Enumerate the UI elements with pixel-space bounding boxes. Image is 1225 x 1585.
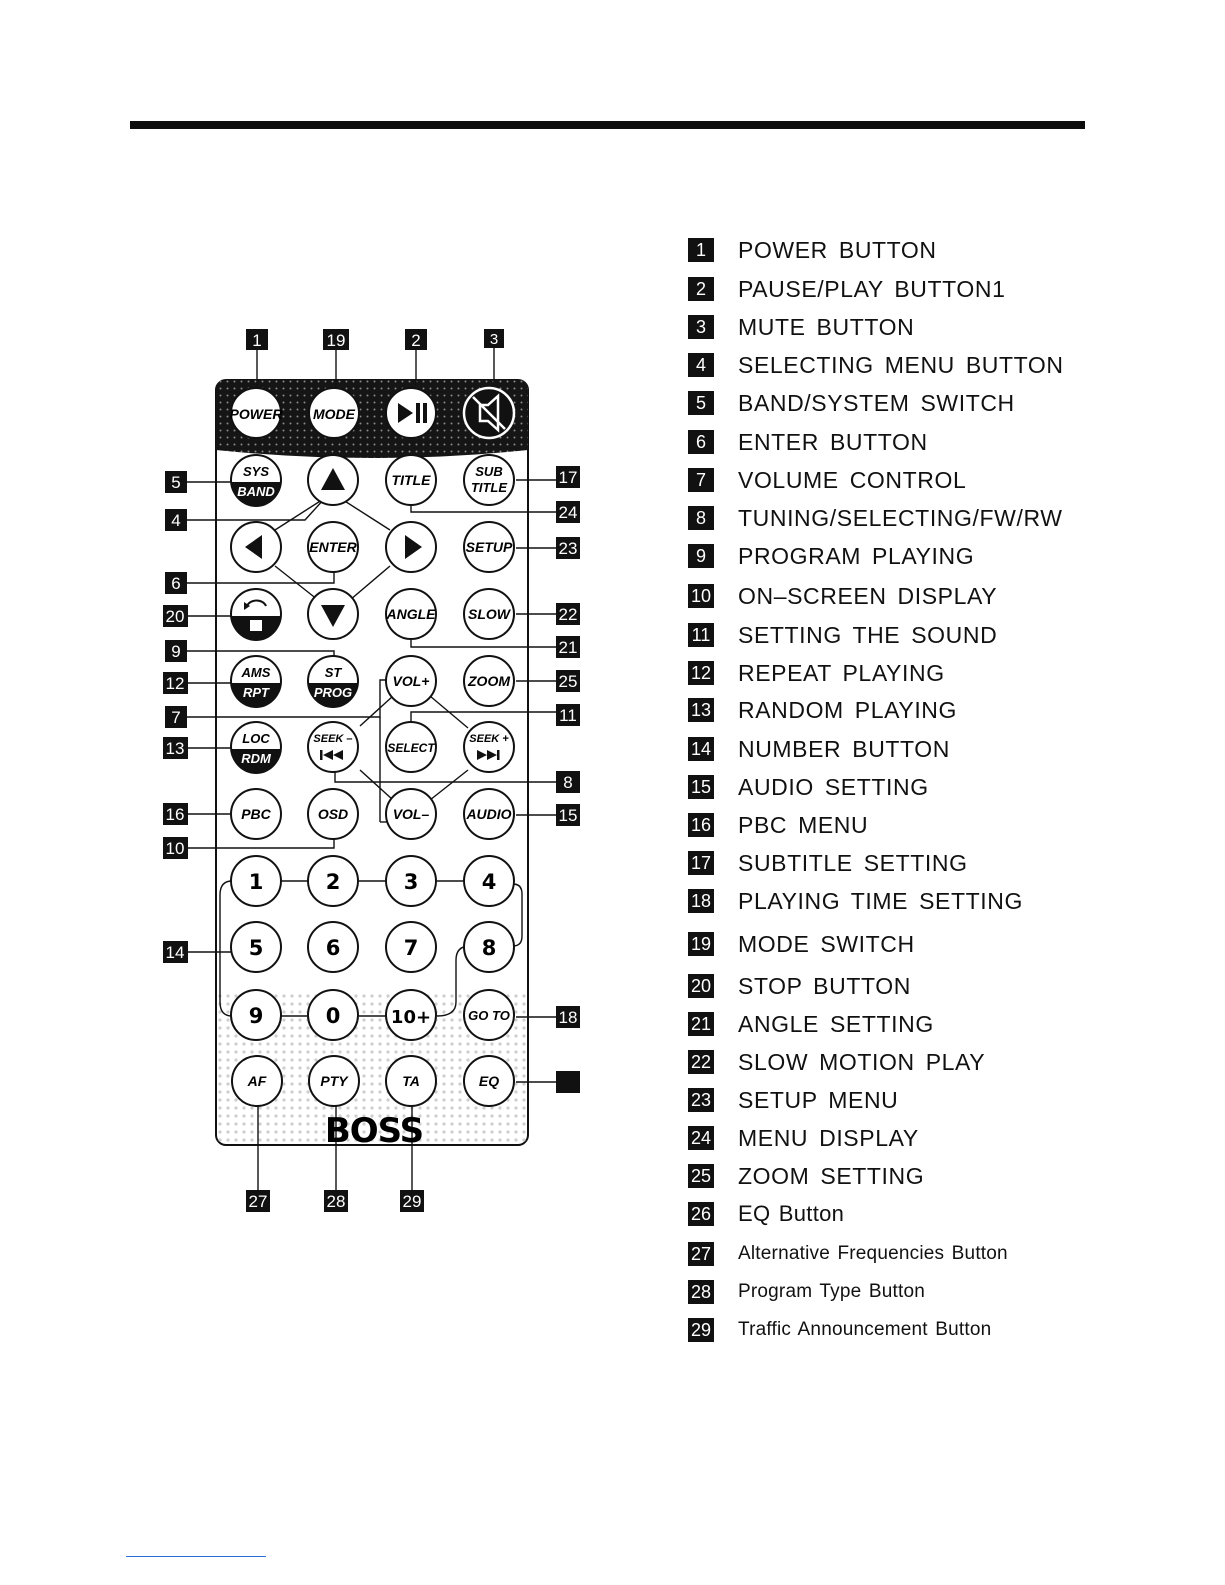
enter-button[interactable] xyxy=(308,522,358,572)
loc-rdm-button[interactable] xyxy=(231,722,281,774)
legend-row-18 xyxy=(688,886,1023,916)
legend-num: 9 xyxy=(688,544,714,568)
right-button[interactable] xyxy=(386,522,436,572)
legend-num: 2 xyxy=(688,277,714,301)
legend-num: 20 xyxy=(688,974,714,998)
legend-num: 6 xyxy=(688,430,714,454)
legend-num: 27 xyxy=(688,1242,714,1266)
legend-num: 24 xyxy=(688,1126,714,1150)
seek-back-button[interactable] xyxy=(308,722,358,772)
callout-24-label: 24 xyxy=(558,503,578,522)
seek-minus-label: SEEK – xyxy=(313,733,353,745)
legend-text: POWER BUTTON xyxy=(738,236,937,263)
legend-text: MODE SWITCH xyxy=(738,930,915,957)
legend-num: 21 xyxy=(688,1012,714,1036)
select-label: SELECT xyxy=(387,741,435,755)
number-6-label: 6 xyxy=(325,936,341,960)
legend-row-2 xyxy=(688,274,1005,304)
callout-22-label: 22 xyxy=(558,605,578,624)
mode-button-label: MODE xyxy=(313,406,355,422)
legend-text: AUDIO SETTING xyxy=(738,773,929,800)
legend-text: STOP BUTTON xyxy=(738,972,911,999)
legend-text: Traffic Announcement Button xyxy=(738,1319,992,1340)
legend-num: 16 xyxy=(688,813,714,837)
eq-label: EQ xyxy=(478,1073,500,1089)
callout-28-label: 28 xyxy=(326,1192,346,1211)
legend-row-6 xyxy=(688,427,928,457)
legend-text: Program Type Button xyxy=(738,1281,925,1302)
audio-label: AUDIO xyxy=(466,806,512,822)
prog-label: PROG xyxy=(313,685,353,700)
legend-row-1 xyxy=(688,235,937,265)
legend-num: 11 xyxy=(688,623,714,647)
legend-row-27 xyxy=(688,1239,1008,1269)
down-button[interactable] xyxy=(308,589,358,639)
band-label: BAND xyxy=(237,484,275,499)
legend-text: Alternative Frequencies Button xyxy=(738,1243,1008,1264)
legend-num: 28 xyxy=(688,1280,714,1304)
legend-num: 23 xyxy=(688,1088,714,1112)
legend-row-3 xyxy=(688,312,914,342)
legend-num: 10 xyxy=(688,584,714,608)
loc-label: LOC xyxy=(242,731,270,746)
vol-down-label: VOL– xyxy=(392,806,430,822)
legend-row-22 xyxy=(688,1047,985,1077)
legend-text: PLAYING TIME SETTING xyxy=(738,887,1023,914)
legend-num: 18 xyxy=(688,889,714,913)
audio-button[interactable] xyxy=(464,789,514,839)
angle-label: ANGLE xyxy=(386,606,436,622)
st-prog-button[interactable] xyxy=(308,656,358,708)
legend-row-7 xyxy=(688,465,966,495)
callout-8-label: 8 xyxy=(563,773,573,792)
ta-button[interactable] xyxy=(386,1056,436,1106)
callout-17-label: 17 xyxy=(558,468,578,487)
callout-11-label: 11 xyxy=(559,706,577,725)
legend-num: 8 xyxy=(688,506,714,530)
legend-text: PBC MENU xyxy=(738,811,869,838)
legend-num: 1 xyxy=(688,238,714,262)
legend-num: 22 xyxy=(688,1050,714,1074)
legend-text: BAND/SYSTEM SWITCH xyxy=(738,389,1015,416)
number-5-label: 5 xyxy=(248,936,264,960)
callout-9-label: 9 xyxy=(171,642,181,661)
seek-plus-label: SEEK + xyxy=(469,733,509,745)
legend-num: 17 xyxy=(688,851,714,875)
setup-label: SETUP xyxy=(465,539,513,555)
ams-rpt-button[interactable] xyxy=(231,656,281,708)
pbc-button[interactable] xyxy=(231,789,281,839)
legend-text: REPEAT PLAYING xyxy=(738,659,945,686)
number-3-label: 3 xyxy=(403,870,419,894)
angle-button[interactable] xyxy=(386,589,437,639)
number-button-0[interactable] xyxy=(308,990,358,1040)
callout-26 xyxy=(556,1071,580,1093)
callout-7-label: 7 xyxy=(171,708,181,727)
legend-num: 5 xyxy=(688,391,714,415)
number-button-8[interactable] xyxy=(464,922,514,972)
pty-label: PTY xyxy=(320,1073,348,1089)
pty-button[interactable] xyxy=(309,1056,359,1106)
bottom-link-underline xyxy=(126,1556,266,1557)
osd-button[interactable] xyxy=(308,789,358,839)
legend-num: 25 xyxy=(688,1164,714,1188)
number-4-label: 4 xyxy=(481,870,497,894)
legend-num: 29 xyxy=(688,1318,714,1342)
mute-button[interactable] xyxy=(464,388,514,438)
number-7-label: 7 xyxy=(403,936,419,960)
legend-num: 12 xyxy=(688,661,714,685)
legend-num: 15 xyxy=(688,775,714,799)
callout-23-label: 23 xyxy=(558,539,578,558)
callout-13-label: 13 xyxy=(165,739,185,758)
legend-text: SETTING THE SOUND xyxy=(738,621,998,648)
legend-row-15 xyxy=(688,772,929,802)
play-pause-button[interactable] xyxy=(386,388,436,438)
legend-num: 7 xyxy=(688,468,714,492)
legend-row-8 xyxy=(688,503,1063,533)
af-button[interactable] xyxy=(232,1056,282,1106)
legend-text: PAUSE/PLAY BUTTON1 xyxy=(738,275,1006,302)
callout-2-label: 2 xyxy=(411,331,421,350)
legend-row-14 xyxy=(688,734,950,764)
legend-row-20 xyxy=(688,971,911,1001)
legend-row-28 xyxy=(688,1277,925,1307)
legend-text: RANDOM PLAYING xyxy=(738,696,958,723)
callout-15-label: 15 xyxy=(558,806,578,825)
number-button-7[interactable] xyxy=(386,922,436,972)
legend-text: SUBTITLE SETTING xyxy=(738,849,968,876)
number-button-1[interactable] xyxy=(231,856,281,906)
callout-1-label: 1 xyxy=(252,331,262,350)
legend-row-12 xyxy=(688,658,945,688)
zoom-button[interactable] xyxy=(464,656,514,706)
legend-row-5 xyxy=(688,388,1015,418)
ams-label: AMS xyxy=(241,665,271,680)
slow-label: SLOW xyxy=(468,606,510,622)
brand-logo: BOSS xyxy=(324,1111,424,1151)
number-button-3[interactable] xyxy=(386,856,436,906)
legend-num: 3 xyxy=(688,315,714,339)
callout-4-label: 4 xyxy=(171,511,181,530)
legend-row-19 xyxy=(688,929,915,959)
power-button-label: POWER xyxy=(229,406,283,422)
legend-text: VOLUME CONTROL xyxy=(738,466,967,493)
st-label: ST xyxy=(324,665,342,680)
vol-up-label: VOL+ xyxy=(392,673,430,689)
stop-button[interactable] xyxy=(231,589,281,641)
legend-num: 14 xyxy=(688,737,714,761)
legend-row-4 xyxy=(688,350,1064,380)
number-button-5[interactable] xyxy=(231,922,281,972)
number-8-label: 8 xyxy=(481,936,497,960)
legend-text: ZOOM SETTING xyxy=(738,1162,925,1189)
rdm-label: RDM xyxy=(241,751,271,766)
callout-20-label: 20 xyxy=(165,607,185,626)
legend-row-25 xyxy=(688,1161,924,1191)
callout-5-label: 5 xyxy=(171,473,181,492)
legend-text: MUTE BUTTON xyxy=(738,313,915,340)
legend-row-16 xyxy=(688,810,868,840)
subtitle-button[interactable] xyxy=(464,455,514,505)
legend-text: ON–SCREEN DISPLAY xyxy=(738,582,998,609)
goto-label: GO TO xyxy=(468,1008,510,1023)
callout-25-label: 25 xyxy=(558,672,578,691)
legend-text: SETUP MENU xyxy=(738,1086,899,1113)
sys-label: SYS xyxy=(242,464,270,479)
legend-row-21 xyxy=(688,1009,934,1039)
sub-label: SUB xyxy=(475,464,503,479)
vol-down-button[interactable] xyxy=(386,789,436,839)
number-0-label: 0 xyxy=(325,1004,341,1028)
legend-row-26 xyxy=(688,1199,844,1229)
legend-num: 26 xyxy=(688,1202,714,1226)
legend-row-17 xyxy=(688,848,968,878)
enter-label: ENTER xyxy=(309,539,357,555)
pbc-label: PBC xyxy=(241,806,271,822)
legend-row-9 xyxy=(688,541,974,571)
legend-row-11 xyxy=(688,620,997,650)
number-button-10plus[interactable] xyxy=(386,990,436,1040)
legend-num: 19 xyxy=(688,932,714,956)
legend-num: 4 xyxy=(688,353,714,377)
seek-forward-button[interactable] xyxy=(464,722,514,772)
mode-button[interactable] xyxy=(309,388,359,438)
legend-text: SELECTING MENU BUTTON xyxy=(738,351,1064,378)
rpt-label: RPT xyxy=(243,685,269,700)
number-button-9[interactable] xyxy=(231,990,281,1040)
callout-21-label: 21 xyxy=(558,638,578,657)
up-button[interactable] xyxy=(308,455,358,505)
number-10plus-label: 10+ xyxy=(390,1007,432,1028)
legend-text: EQ Button xyxy=(738,1201,845,1226)
number-2-label: 2 xyxy=(325,870,341,894)
sys-band-button[interactable] xyxy=(231,455,281,507)
legend-text: ENTER BUTTON xyxy=(738,428,928,455)
legend-row-29 xyxy=(688,1315,991,1345)
select-button[interactable] xyxy=(386,722,436,772)
title-button[interactable] xyxy=(386,455,436,505)
legend-row-13 xyxy=(688,695,957,725)
legend-num: 13 xyxy=(688,698,714,722)
callout-27-label: 27 xyxy=(248,1192,268,1211)
vol-up-button[interactable] xyxy=(386,656,436,706)
legend-text: NUMBER BUTTON xyxy=(738,735,950,762)
legend-text: TUNING/SELECTING/FW/RW xyxy=(738,504,1063,531)
left-button[interactable] xyxy=(231,522,281,572)
legend-row-24 xyxy=(688,1123,919,1153)
eq-button[interactable] xyxy=(464,1056,514,1106)
ta-label: TA xyxy=(402,1073,420,1089)
zoom-label: ZOOM xyxy=(468,673,510,689)
callout-12-label: 12 xyxy=(165,674,185,693)
legend-row-23 xyxy=(688,1085,898,1115)
legend-text: ANGLE SETTING xyxy=(738,1010,934,1037)
number-button-6[interactable] xyxy=(308,922,358,972)
goto-button[interactable] xyxy=(464,990,514,1040)
callout-18-label: 18 xyxy=(558,1008,578,1027)
number-button-2[interactable] xyxy=(308,856,358,906)
callout-14-label: 14 xyxy=(165,943,185,962)
af-label: AF xyxy=(247,1073,267,1089)
legend-row-10 xyxy=(688,581,997,611)
osd-label: OSD xyxy=(317,806,349,822)
slow-button[interactable] xyxy=(464,589,514,639)
number-9-label: 9 xyxy=(248,1004,264,1028)
callout-10-label: 10 xyxy=(165,839,185,858)
legend-text: PROGRAM PLAYING xyxy=(738,542,975,569)
title-label: TITLE xyxy=(391,472,431,488)
legend-text: SLOW MOTION PLAY xyxy=(738,1048,986,1075)
number-1-label: 1 xyxy=(248,870,264,894)
callout-29-label: 29 xyxy=(402,1192,422,1211)
callout-6-label: 6 xyxy=(171,574,181,593)
setup-button[interactable] xyxy=(464,522,514,572)
legend-text: MENU DISPLAY xyxy=(738,1124,919,1151)
callout-19-label: 19 xyxy=(326,331,346,350)
callout-16-label: 16 xyxy=(165,805,185,824)
number-button-4[interactable] xyxy=(464,856,514,906)
subtitle-title-label: TITLE xyxy=(470,480,508,495)
callout-3-label: 3 xyxy=(489,331,499,348)
